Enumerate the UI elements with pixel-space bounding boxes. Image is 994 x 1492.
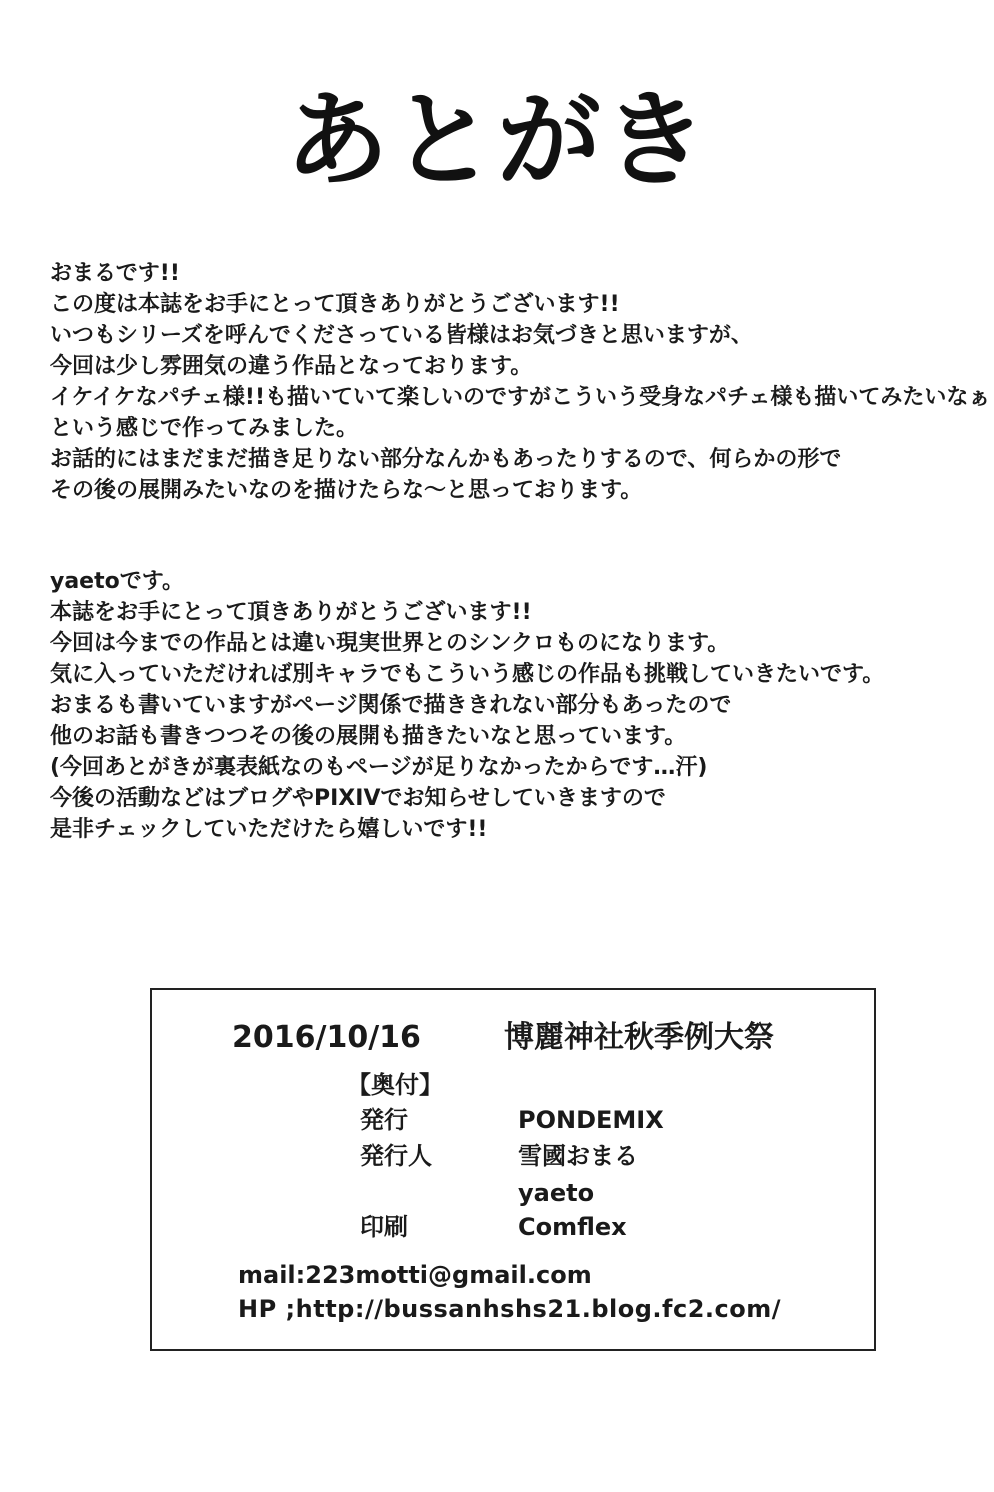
- printer-label: 印刷: [360, 1213, 408, 1241]
- yaeto-line: 本誌をお手にとって頂きありがとうございます!!: [50, 600, 532, 625]
- colophon-box: [150, 988, 876, 1351]
- omaru-line: 今回は少し雰囲気の違う作品となっております。: [50, 354, 533, 379]
- publisher-row: [360, 1103, 664, 1137]
- omaru-line: いつもシリーズを呼んでくださっている皆様はお気づきと思いますが、: [50, 323, 753, 348]
- yaeto-line: 他のお話も書きつつその後の展開も描きたいなと思っています。: [50, 724, 687, 749]
- publisher-person-value-2: yaeto: [518, 1179, 595, 1207]
- publisher-label: 発行: [360, 1106, 408, 1134]
- publisher-value: PONDEMIX: [518, 1106, 664, 1134]
- yaeto-line: 是非チェックしていただけたら嬉しいです!!: [50, 817, 488, 842]
- yaeto-line: yaetoです。: [50, 569, 184, 594]
- event-date: 2016/10/16: [232, 1020, 421, 1055]
- printer-row: [360, 1210, 627, 1244]
- publisher-person-row-2: [360, 1176, 594, 1210]
- omaru-line: おまるです!!: [50, 261, 180, 286]
- publisher-person-label: 発行人: [360, 1142, 432, 1170]
- event-name: 博麗神社秋季例大祭: [504, 1020, 774, 1055]
- printer-value: Comflex: [518, 1213, 627, 1241]
- contact-mail: mail:223motti@gmail.com: [238, 1261, 592, 1289]
- yaeto-line: (今回あとがきが裏表紙なのもページが足りなかったからです…汗): [50, 755, 708, 780]
- omaru-line: イケイケなパチェ様!!も描いていて楽しいのですがこういう受身なパチェ様も描いてみたいなぁ: [50, 385, 991, 410]
- yaeto-line: おまるも書いていますがページ関係で描ききれない部分もあったので: [50, 693, 732, 718]
- omaru-line: お話的にはまだまだ描き足りない部分なんかもあったりするので、何らかの形で: [50, 447, 842, 472]
- publisher-person-row: [360, 1139, 638, 1173]
- publisher-person-value: 雪國おまる: [518, 1142, 638, 1170]
- yaeto-message: [50, 566, 970, 845]
- omaru-message: [50, 258, 991, 506]
- omaru-line: という感じで作ってみました。: [50, 416, 359, 441]
- contact-homepage: HP ;http://bussanhshs21.blog.fc2.com/: [238, 1295, 782, 1323]
- page-title: あとがき: [284, 79, 709, 201]
- omaru-line: この度は本誌をお手にとって頂きありがとうございます!!: [50, 292, 620, 317]
- omaru-line: その後の展開みたいなのを描けたらな〜と思っております。: [50, 478, 643, 503]
- yaeto-line: 気に入っていただければ別キャラでもこういう感じの作品も挑戦していきたいです。: [50, 662, 885, 687]
- yaeto-line: 今後の活動などはブログやPIXIVでお知らせしていきますので: [50, 786, 666, 811]
- yaeto-line: 今回は今までの作品とは違い現実世界とのシンクロものになります。: [50, 631, 730, 656]
- colophon-heading: 【奥付】: [347, 1071, 443, 1099]
